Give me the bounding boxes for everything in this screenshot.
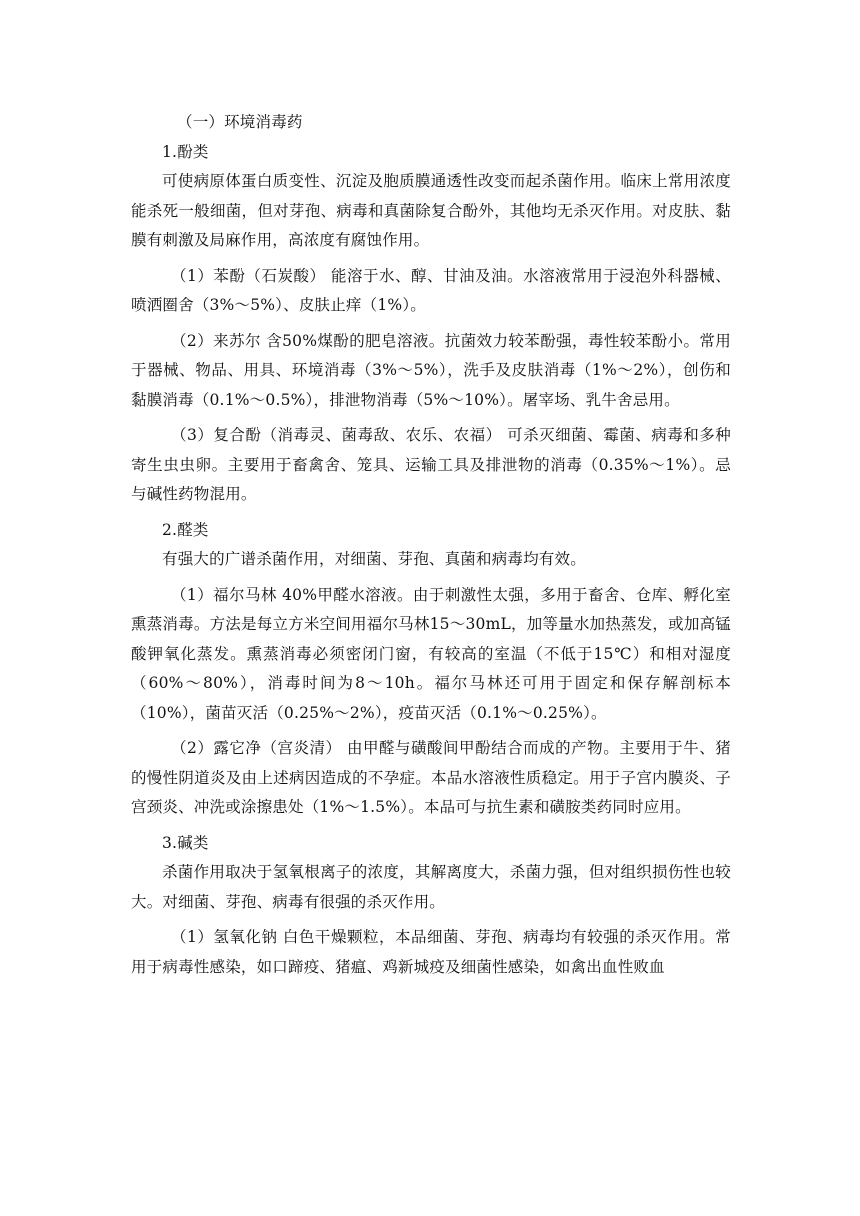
section-title: （一）环境消毒药 <box>177 113 303 131</box>
item-lotagen: （2）露它净（宫炎清） 由甲醛与磺酸间甲酚结合而成的产物。主要用于牛、猪的慢性阴道炎及由上述病因造成的不孕症。本品水溶液性质稳定。用于子宫内膜炎、子宫颈炎、冲洗或涂擦患处（1%～1.5%）。本品可与抗生素和磺胺类药同时应用。 <box>131 739 731 816</box>
item-compound-phenol: （3）复合酚（消毒灵、菌毒敌、农乐、农福） 可杀灭细菌、霉菌、病毒和多种寄生虫虫卵。主要用于畜禽舍、笼具、运输工具及排泄物的消毒（0.35%～1%）。忌与碱性药物混用。 <box>131 426 731 503</box>
paragraph-aldehydes-intro: 有强大的广谱杀菌作用，对细菌、芽孢、真菌和病毒均有效。 <box>162 550 586 568</box>
subhead-phenols: 1.酚类 <box>162 142 209 161</box>
paragraph-alkalis-intro: 杀菌作用取决于氢氧根离子的浓度，其解离度大，杀菌力强，但对组织损伤性也较大。对细菌、芽孢、病毒有很强的杀灭作用。 <box>131 863 731 911</box>
item-lysol: （2）来苏尔 含50%煤酚的肥皂溶液。抗菌效力较苯酚强，毒性较苯酚小。常用于器械、物品、用具、环境消毒（3%～5%），洗手及皮肤消毒（1%～2%），创伤和黏膜消毒（0.1%～0.5%），排泄物消毒（5%～10%）。屠宰场、乳牛舍忌用。 <box>131 331 731 409</box>
paragraph-phenols-intro: 可使病原体蛋白质变性、沉淀及胞质膜通透性改变而起杀菌作用。临床上常用浓度能杀死一般细菌，但对芽孢、病毒和真菌除复合酚外，其他均无杀灭作用。对皮肤、黏膜有刺激及局麻作用，高浓度有腐蚀作用。 <box>131 172 731 249</box>
item-phenol: （1）苯酚（石炭酸） 能溶于水、醇、甘油及油。水溶液常用于浸泡外科器械、喷洒圈舍（3%～5%）、皮肤止痒（1%）。 <box>131 266 731 314</box>
subhead-alkalis: 3.碱类 <box>162 833 209 852</box>
item-sodium-hydroxide: （1）氢氧化钠 白色干燥颗粒，本品细菌、芽孢、病毒均有较强的杀灭作用。常用于病毒性感染，如口蹄疫、猪瘟、鸡新城疫及细菌性感染，如禽出血性败血 <box>131 928 731 976</box>
document-body <box>131 108 731 988</box>
item-formalin: （1）福尔马林 40%甲醛水溶液。由于刺激性太强，多用于畜舍、仓库、孵化室熏蒸消毒。方法是每立方米空间用福尔马林15～30mL，加等量水加热蒸发，或加高锰酸钾氧化蒸发。熏蒸消毒必须密闭门窗，有较高的室温（不低于15℃）和相对湿度（60%～80%），消毒时间为8～10h。福尔马林还可用于固定和保存解剖标本（10%），菌苗灭活（0.25%～2%），疫苗灭活（0.1%～0.25%）。 <box>131 585 731 722</box>
subhead-aldehydes: 2.醛类 <box>162 520 209 539</box>
